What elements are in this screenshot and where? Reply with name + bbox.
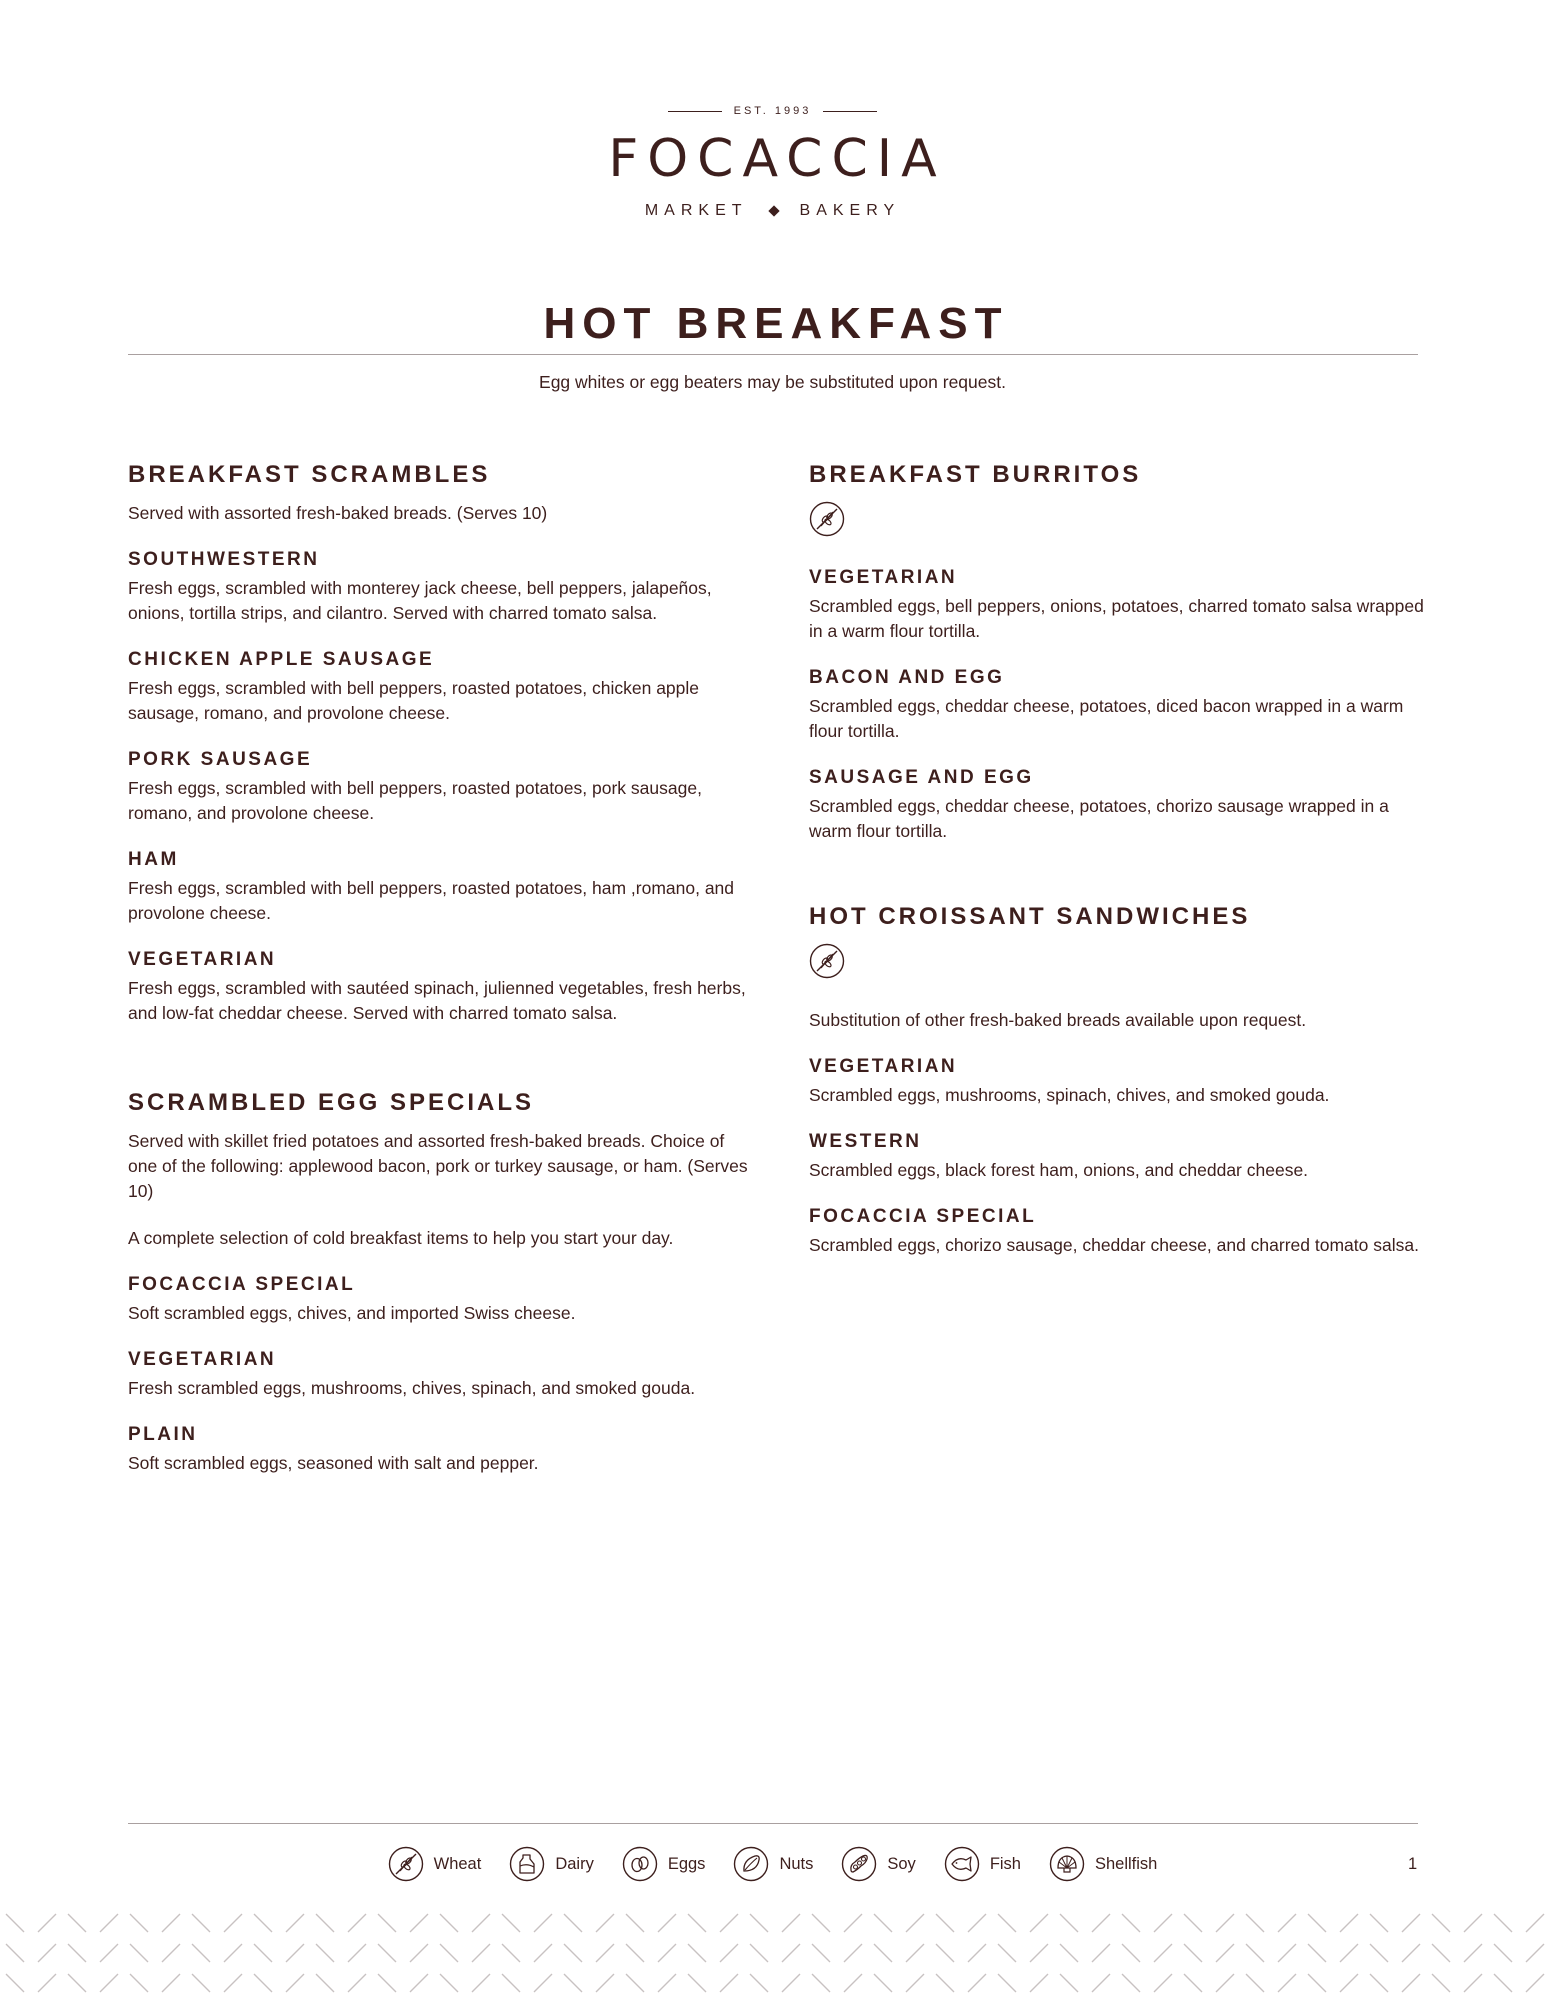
menu-item (128, 1273, 748, 1326)
section-intro: Served with assorted fresh-baked breads. (Serves 10) (128, 503, 548, 523)
menu-item (128, 948, 748, 1026)
menu-item-name: VEGETARIAN (128, 1349, 277, 1370)
legend-label: Eggs (667, 1854, 706, 1873)
menu-item (809, 1055, 1429, 1108)
section-breakfast-scrambles (128, 460, 748, 1026)
established-line (0, 102, 1545, 120)
legend-item-soy (841, 1846, 915, 1882)
menu-item-desc: Scrambled eggs, bell peppers, onions, potatoes, charred tomato salsa wrapped in a warm flour tortilla. (809, 596, 1424, 641)
legend-item-dairy (509, 1846, 594, 1882)
menu-item (809, 566, 1429, 644)
menu-item (128, 848, 748, 926)
left-column (128, 460, 748, 1498)
menu-item-name: FOCACCIA SPECIAL (809, 1206, 1037, 1227)
menu-item (128, 748, 748, 826)
menu-item-desc: Fresh eggs, scrambled with bell peppers, roasted potatoes, chicken apple sausage, romano, and provolone cheese. (128, 678, 700, 723)
menu-item-name: VEGETARIAN (809, 1056, 958, 1077)
menu-item-desc: Fresh eggs, scrambled with bell peppers, roasted potatoes, pork sausage, romano, and provolone cheese. (128, 778, 702, 823)
menu-item-desc: Scrambled eggs, mushrooms, spinach, chives, and smoked gouda. (809, 1085, 1330, 1105)
menu-item-name: VEGETARIAN (809, 567, 958, 588)
menu-item-desc: Scrambled eggs, cheddar cheese, potatoes, diced bacon wrapped in a warm flour tortilla. (809, 696, 1404, 741)
footer-divider (128, 1823, 1418, 1824)
diamond-icon (768, 205, 779, 216)
right-column (809, 460, 1429, 1280)
menu-item-name: PORK SAUSAGE (128, 749, 313, 770)
brand-name: FOCACCIA (608, 129, 946, 189)
section-heading: BREAKFAST SCRAMBLES (128, 461, 491, 488)
page-subtitle: Egg whites or egg beaters may be substituted upon request. (539, 372, 1006, 392)
menu-item (809, 766, 1429, 844)
legend-item-eggs (622, 1846, 706, 1882)
menu-item-name: SAUSAGE AND EGG (809, 767, 1034, 788)
legend-label: Fish (989, 1854, 1021, 1873)
page-number: 1 (1408, 1855, 1418, 1873)
menu-item-desc: Fresh eggs, scrambled with sautéed spinach, julienned vegetables, fresh herbs, and low-fat cheddar cheese. Served with charred tomato salsa. (128, 978, 746, 1023)
menu-item-name: BACON AND EGG (809, 667, 1005, 688)
section-scrambled-egg-specials (128, 1088, 748, 1476)
dairy-icon (509, 1846, 545, 1882)
decorative-pattern (0, 1910, 1545, 2000)
menu-item-desc: Fresh eggs, scrambled with bell peppers, roasted potatoes, ham ,romano, and provolone cheese. (128, 878, 735, 923)
menu-item (128, 548, 748, 626)
menu-item-name: SOUTHWESTERN (128, 549, 320, 570)
wheat-icon (809, 943, 845, 979)
wheat-icon (388, 1846, 424, 1882)
menu-item-desc: Scrambled eggs, chorizo sausage, cheddar cheese, and charred tomato salsa. (809, 1235, 1419, 1255)
page-title: HOT BREAKFAST (543, 299, 1009, 348)
wheat-icon (809, 501, 845, 537)
section-heading: BREAKFAST BURRITOS (809, 461, 1142, 488)
est-text: EST. 1993 (733, 105, 812, 117)
eggs-icon (622, 1846, 658, 1882)
brand-sub-right: BAKERY (799, 202, 901, 219)
menu-item (128, 1348, 748, 1401)
section-breakfast-burritos (809, 460, 1429, 844)
menu-item-name: CHICKEN APPLE SAUSAGE (128, 649, 435, 670)
legend-label: Dairy (555, 1854, 594, 1873)
nuts-icon (733, 1846, 769, 1882)
legend-item-fish (944, 1846, 1021, 1882)
menu-item-name: WESTERN (809, 1131, 922, 1152)
brand-subline (0, 202, 1545, 220)
brand-sub-left: MARKET (644, 202, 748, 219)
legend-label: Nuts (779, 1854, 814, 1873)
menu-item-desc: Soft scrambled eggs, chives, and imported Swiss cheese. (128, 1303, 576, 1323)
menu-item-name: HAM (128, 849, 179, 870)
section-intro: Substitution of other fresh-baked breads available upon request. (809, 1010, 1307, 1030)
soy-icon (841, 1846, 877, 1882)
legend-label: Shellfish (1094, 1854, 1158, 1873)
section-intro-secondary: A complete selection of cold breakfast items to help you start your day. (128, 1228, 674, 1248)
menu-item-name: FOCACCIA SPECIAL (128, 1274, 356, 1295)
section-heading: SCRAMBLED EGG SPECIALS (128, 1089, 535, 1116)
shellfish-icon (1049, 1846, 1085, 1882)
menu-item-desc: Fresh eggs, scrambled with monterey jack cheese, bell peppers, jalapeños, onions, tortilla strips, and cilantro. Served with charred tomato salsa. (128, 578, 712, 623)
menu-item (128, 648, 748, 726)
section-intro: Served with skillet fried potatoes and assorted fresh-baked breads. Choice of one of the following: applewood bacon, pork or turkey sausage, or ham. (Serves 10) (128, 1131, 748, 1201)
menu-item-desc: Scrambled eggs, black forest ham, onions, and cheddar cheese. (809, 1160, 1309, 1180)
fish-icon (944, 1846, 980, 1882)
title-divider (128, 354, 1418, 355)
menu-item (809, 1130, 1429, 1183)
allergen-legend (0, 1846, 1545, 1882)
menu-item-desc: Soft scrambled eggs, seasoned with salt and pepper. (128, 1453, 539, 1473)
menu-item-name: VEGETARIAN (128, 949, 277, 970)
est-rule-right (823, 111, 877, 112)
menu-item-desc: Fresh scrambled eggs, mushrooms, chives, spinach, and smoked gouda. (128, 1378, 696, 1398)
section-hot-croissant-sandwiches (809, 902, 1429, 1258)
legend-item-shellfish (1049, 1846, 1157, 1882)
menu-item (809, 666, 1429, 744)
est-rule-left (668, 111, 722, 112)
menu-item-name: PLAIN (128, 1424, 198, 1445)
menu-item (809, 1205, 1429, 1258)
legend-item-wheat (388, 1846, 482, 1882)
legend-item-nuts (733, 1846, 813, 1882)
section-heading: HOT CROISSANT SANDWICHES (809, 903, 1251, 930)
legend-label: Wheat (433, 1854, 482, 1873)
menu-item-desc: Scrambled eggs, cheddar cheese, potatoes, chorizo sausage wrapped in a warm flour tortilla. (809, 796, 1389, 841)
menu-item (128, 1423, 748, 1476)
logo (0, 102, 1545, 220)
legend-label: Soy (887, 1854, 916, 1873)
